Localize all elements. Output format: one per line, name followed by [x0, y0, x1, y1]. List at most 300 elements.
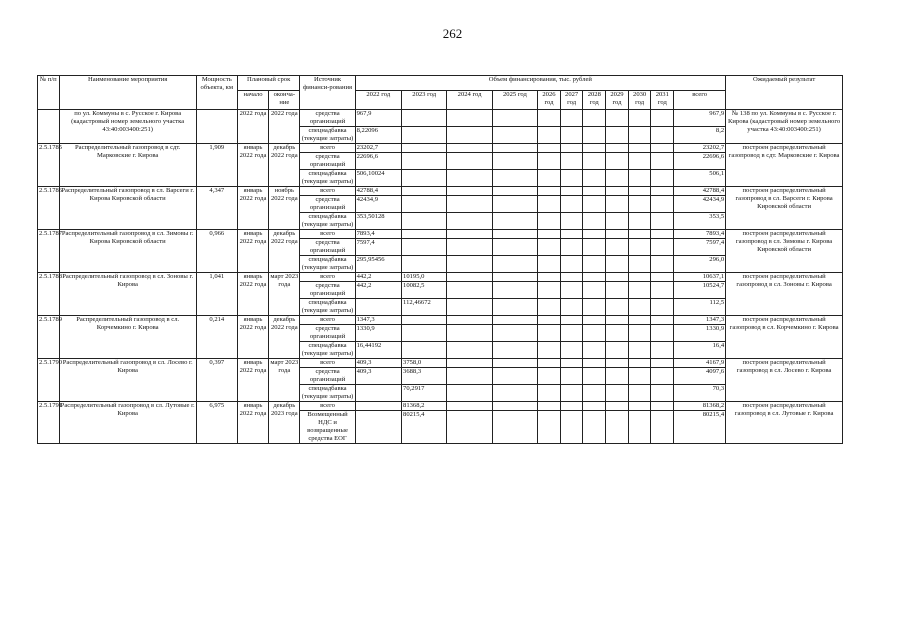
year-value: [560, 239, 583, 256]
funding-source: средства организаций: [300, 153, 355, 170]
year-value: [651, 153, 674, 170]
year-value: 506,10024: [355, 170, 401, 187]
year-value: [651, 411, 674, 444]
year-value: [492, 187, 537, 196]
year-value: [606, 239, 629, 256]
year-value: 409,3: [355, 368, 401, 385]
year-value: [492, 127, 537, 144]
term-end: декабрь 2023 года: [269, 402, 300, 444]
year-value: [538, 402, 561, 411]
year-value: [583, 110, 606, 127]
year-value: [651, 144, 674, 153]
year-value: [628, 196, 651, 213]
funding-source: спецнадбавка (текущие затраты): [301, 342, 354, 357]
year-value: 112,46672: [402, 299, 447, 316]
year-value: [583, 385, 606, 402]
year-value: [583, 127, 606, 144]
year-value: [492, 110, 537, 127]
year-value: [447, 213, 492, 230]
year-value: 967,9: [355, 110, 401, 127]
funding-source: всего: [300, 402, 355, 411]
year-value: [447, 256, 492, 273]
header-year: 2027 год: [560, 91, 583, 110]
year-value: [628, 127, 651, 144]
funding-source: всего: [300, 230, 355, 239]
year-value: [492, 368, 537, 385]
year-value: [651, 170, 674, 187]
header-year: 2022 год: [355, 91, 401, 110]
term-start: январь 2022 года: [237, 359, 268, 402]
table-row: [38, 230, 843, 239]
header-name: Наименование мероприятия: [59, 76, 196, 110]
year-value: [606, 256, 629, 273]
funding-source: средства организаций: [300, 110, 355, 127]
year-value: [651, 127, 674, 144]
year-value: [560, 230, 583, 239]
year-value: [583, 299, 606, 316]
year-value: [651, 342, 674, 359]
year-value: [560, 402, 583, 411]
year-value: [628, 153, 651, 170]
year-value: 442,2: [355, 273, 401, 282]
funding-source: средства организаций: [300, 196, 355, 213]
year-value: [447, 110, 492, 127]
year-value: [560, 342, 583, 359]
year-value: [560, 316, 583, 325]
year-value: 22696,6: [355, 153, 401, 170]
year-value: 81368,2: [402, 402, 447, 411]
total-value: 296,0: [674, 256, 726, 273]
year-value: [492, 153, 537, 170]
year-value: [606, 385, 629, 402]
year-value: [560, 213, 583, 230]
year-value: [560, 273, 583, 282]
term-end: март 2023 года: [269, 273, 300, 316]
term-end: ноябрь 2022 года: [269, 187, 300, 230]
year-value: [606, 411, 629, 444]
capacity-value: 0,397: [196, 359, 237, 402]
term-end: 2022 года: [269, 110, 300, 144]
page-number: 262: [442, 26, 463, 41]
year-value: [560, 368, 583, 385]
year-value: [447, 127, 492, 144]
funding-source: спецнадбавка (текущие затраты): [301, 256, 354, 271]
year-value: [538, 325, 561, 342]
year-value: 80215,4: [402, 411, 447, 444]
capacity-value: 0,214: [196, 316, 237, 359]
funding-source: Возмещенный НДС и возвращенные средства ЕОГ: [300, 411, 355, 444]
year-value: [538, 368, 561, 385]
year-value: [651, 385, 674, 402]
year-value: [583, 273, 606, 282]
year-value: [560, 170, 583, 187]
year-value: [560, 127, 583, 144]
year-value: [606, 153, 629, 170]
year-value: [538, 282, 561, 299]
year-value: [538, 256, 561, 273]
total-value: 23202,7: [674, 144, 726, 153]
capacity-value: [196, 110, 237, 144]
year-value: 3688,3: [402, 368, 447, 385]
year-value: [492, 402, 537, 411]
header-source: Источник финанси-рования: [300, 76, 355, 110]
funding-source: средства организаций: [300, 239, 355, 256]
capacity-value: 1,909: [196, 144, 237, 187]
total-value: 10637,1: [674, 273, 726, 282]
year-value: [538, 187, 561, 196]
year-value: [402, 230, 447, 239]
total-value: 4097,6: [674, 368, 726, 385]
year-value: [628, 342, 651, 359]
expected-result: построен распределительный газопровод в сл. Зимовы г. Кирова Кировской области: [726, 230, 843, 273]
year-value: [606, 127, 629, 144]
header-year: 2026 год: [538, 91, 561, 110]
total-value: 4167,9: [674, 359, 726, 368]
year-value: 16,44192: [355, 342, 401, 359]
year-value: [538, 411, 561, 444]
year-value: [651, 239, 674, 256]
year-value: [355, 402, 401, 411]
year-value: [651, 273, 674, 282]
year-value: [606, 213, 629, 230]
header-term-end: оконча-ние: [269, 91, 300, 110]
event-name: Распределительный газопровод в сдт. Марковские г. Кирова: [59, 144, 196, 187]
year-value: [492, 213, 537, 230]
year-value: [492, 316, 537, 325]
year-value: [628, 187, 651, 196]
year-value: [402, 196, 447, 213]
year-value: [583, 359, 606, 368]
row-number: [38, 110, 60, 144]
year-value: [606, 299, 629, 316]
year-value: 10082,5: [402, 282, 447, 299]
row-number: 2.5.1790: [38, 359, 60, 402]
year-value: [402, 127, 447, 144]
header-year: 2024 год: [447, 91, 492, 110]
funding-source: всего: [300, 359, 355, 368]
year-value: [583, 196, 606, 213]
year-value: [651, 256, 674, 273]
year-value: [560, 282, 583, 299]
year-value: [583, 325, 606, 342]
year-value: [492, 170, 537, 187]
total-value: 112,5: [674, 299, 726, 316]
year-value: [628, 144, 651, 153]
row-number: 2.5.1791: [38, 402, 60, 444]
table-row: [38, 273, 843, 282]
year-value: [628, 402, 651, 411]
header-year: 2029 год: [606, 91, 629, 110]
expected-result: построен распределительный газопровод в сл. Зоновы г. Кирова: [726, 273, 843, 316]
total-value: 22696,6: [674, 153, 726, 170]
year-value: 353,50128: [355, 213, 401, 230]
year-value: [628, 239, 651, 256]
year-value: [538, 299, 561, 316]
year-value: [447, 153, 492, 170]
funding-source: спецнадбавка (текущие затраты): [301, 299, 354, 314]
year-value: [583, 144, 606, 153]
year-value: [447, 196, 492, 213]
year-value: [402, 316, 447, 325]
year-value: [583, 213, 606, 230]
year-value: [538, 127, 561, 144]
year-value: [402, 110, 447, 127]
year-value: 7893,4: [355, 230, 401, 239]
year-value: [583, 282, 606, 299]
year-value: [492, 144, 537, 153]
year-value: [492, 256, 537, 273]
year-value: [583, 316, 606, 325]
year-value: [606, 230, 629, 239]
term-end: март 2023 года: [269, 359, 300, 402]
year-value: [492, 239, 537, 256]
header-term-start: начало: [237, 91, 268, 110]
year-value: [447, 187, 492, 196]
year-value: [628, 411, 651, 444]
year-value: [538, 385, 561, 402]
year-value: [402, 342, 447, 359]
capacity-value: 1,041: [196, 273, 237, 316]
total-value: 81368,2: [674, 402, 726, 411]
year-value: 10195,0: [402, 273, 447, 282]
year-value: [402, 256, 447, 273]
year-value: [560, 256, 583, 273]
year-value: [651, 196, 674, 213]
expected-result: построен распределительный газопровод в сл. Лутовые г. Кирова: [726, 402, 843, 444]
header-capacity: Мощность объекта, км: [196, 76, 237, 110]
year-value: [628, 368, 651, 385]
year-value: [651, 299, 674, 316]
table-row: [38, 187, 843, 196]
year-value: [538, 144, 561, 153]
year-value: [447, 411, 492, 444]
year-value: [560, 153, 583, 170]
year-value: [651, 325, 674, 342]
year-value: 42788,4: [355, 187, 401, 196]
year-value: [606, 144, 629, 153]
expected-result: построен распределительный газопровод в сл. Варсеги г. Кирова Кировской области: [726, 187, 843, 230]
year-value: [492, 196, 537, 213]
year-value: [606, 196, 629, 213]
year-value: [583, 402, 606, 411]
funding-source: всего: [300, 273, 355, 282]
year-value: [402, 239, 447, 256]
funding-source: средства организаций: [300, 282, 355, 299]
expected-result: построен распределительный газопровод в сл. Лосево г. Кирова: [726, 359, 843, 402]
term-start: январь 2022 года: [237, 273, 268, 316]
year-value: [583, 170, 606, 187]
table-row: [38, 359, 843, 368]
year-value: [538, 110, 561, 127]
year-value: [583, 256, 606, 273]
year-value: [402, 153, 447, 170]
year-value: [355, 299, 401, 316]
year-value: 1347,3: [355, 316, 401, 325]
year-value: [447, 273, 492, 282]
total-value: 10524,7: [674, 282, 726, 299]
total-value: 80215,4: [674, 411, 726, 444]
header-total: всего: [674, 91, 726, 110]
year-value: 70,2917: [402, 385, 447, 402]
year-value: [560, 299, 583, 316]
year-value: 8,22096: [355, 127, 401, 144]
year-value: 42434,9: [355, 196, 401, 213]
year-value: [560, 385, 583, 402]
year-value: [628, 385, 651, 402]
year-value: [538, 213, 561, 230]
year-value: [583, 230, 606, 239]
year-value: [606, 187, 629, 196]
year-value: [560, 411, 583, 444]
year-value: [606, 170, 629, 187]
year-value: [492, 359, 537, 368]
year-value: [492, 411, 537, 444]
funding-source: спецнадбавка (текущие затраты): [301, 170, 354, 185]
year-value: 3758,0: [402, 359, 447, 368]
term-start: январь 2022 года: [237, 316, 268, 359]
term-start: 2022 года: [237, 110, 268, 144]
funding-source: всего: [300, 144, 355, 153]
total-value: 8,2: [674, 127, 726, 144]
total-value: 70,3: [674, 385, 726, 402]
year-value: [583, 411, 606, 444]
year-value: [447, 170, 492, 187]
year-value: [628, 299, 651, 316]
year-value: [628, 316, 651, 325]
year-value: [628, 213, 651, 230]
row-number: 2.5.1786: [38, 187, 60, 230]
year-value: [628, 256, 651, 273]
year-value: [492, 230, 537, 239]
funding-source: средства организаций: [300, 325, 355, 342]
row-number: 2.5.1789: [38, 316, 60, 359]
year-value: 23202,7: [355, 144, 401, 153]
year-value: [447, 325, 492, 342]
year-value: [606, 368, 629, 385]
year-value: [560, 325, 583, 342]
year-value: [560, 187, 583, 196]
year-value: [606, 342, 629, 359]
year-value: [560, 196, 583, 213]
year-value: [447, 239, 492, 256]
year-value: [651, 110, 674, 127]
event-name: Распределительный газопровод в сл. Зимовы г. Кирова Кировской области: [59, 230, 196, 273]
capacity-value: 0,966: [196, 230, 237, 273]
year-value: [538, 316, 561, 325]
term-start: январь 2022 года: [237, 144, 268, 187]
year-value: [651, 402, 674, 411]
total-value: 506,1: [674, 170, 726, 187]
year-value: [628, 230, 651, 239]
year-value: [447, 282, 492, 299]
year-value: [651, 230, 674, 239]
row-number: 2.5.1788: [38, 273, 60, 316]
year-value: [538, 230, 561, 239]
year-value: [628, 359, 651, 368]
year-value: [628, 325, 651, 342]
table-body: [38, 110, 843, 444]
header-num: № п/п: [38, 76, 60, 110]
year-value: [606, 282, 629, 299]
term-start: январь 2022 года: [237, 187, 268, 230]
funding-source: всего: [300, 316, 355, 325]
table-row: [38, 144, 843, 153]
year-value: [651, 282, 674, 299]
year-value: [402, 213, 447, 230]
year-value: 7597,4: [355, 239, 401, 256]
funding-source: всего: [300, 187, 355, 196]
year-value: [651, 213, 674, 230]
year-value: [355, 385, 401, 402]
expected-result: построен распределительный газопровод в сдт. Марковские г. Кирова: [726, 144, 843, 187]
event-name: Распределительный газопровод в сл. Варсеги г. Кирова Кировской области: [59, 187, 196, 230]
year-value: [606, 402, 629, 411]
year-value: [628, 110, 651, 127]
total-value: 967,9: [674, 110, 726, 127]
year-value: [492, 385, 537, 402]
header-year: 2030 год: [628, 91, 651, 110]
header-result: Ожидаемый результат: [726, 76, 843, 110]
year-value: [606, 359, 629, 368]
year-value: 409,3: [355, 359, 401, 368]
header-year: 2028 год: [583, 91, 606, 110]
year-value: [628, 170, 651, 187]
year-value: [538, 239, 561, 256]
year-value: 295,95456: [355, 256, 401, 273]
header-year: 2025 год: [492, 91, 537, 110]
year-value: [538, 273, 561, 282]
term-end: декабрь 2022 года: [269, 316, 300, 359]
funding-source: спецнадбавка (текущие затраты): [301, 213, 354, 228]
expected-result: построен распределительный газопровод в сл. Корчемкино г. Кирова: [726, 316, 843, 359]
total-value: 7597,4: [674, 239, 726, 256]
funding-source: спецнадбавка (текущие затраты): [301, 127, 354, 142]
row-number: 2.5.1787: [38, 230, 60, 273]
total-value: 1330,9: [674, 325, 726, 342]
year-value: [402, 325, 447, 342]
table-row: [38, 316, 843, 325]
year-value: [447, 316, 492, 325]
funding-source: спецнадбавка (текущие затраты): [301, 385, 354, 400]
year-value: [560, 110, 583, 127]
year-value: [447, 299, 492, 316]
total-value: 42434,9: [674, 196, 726, 213]
table-row: [38, 402, 843, 411]
year-value: [492, 299, 537, 316]
year-value: 442,2: [355, 282, 401, 299]
event-name: по ул. Коммуны в с. Русское г. Кирова (кадастровый номер земельного участка 43:40:003400:251): [59, 110, 196, 144]
total-value: 7893,4: [674, 230, 726, 239]
year-value: [447, 359, 492, 368]
year-value: [447, 385, 492, 402]
financing-table: [37, 75, 843, 444]
row-number: 2.5.1785: [38, 144, 60, 187]
event-name: Распределительный газопровод в сл. Лутовые г. Кирова: [59, 402, 196, 444]
year-value: [402, 187, 447, 196]
term-start: январь 2022 года: [237, 230, 268, 273]
year-value: [538, 342, 561, 359]
year-value: [651, 368, 674, 385]
year-value: [447, 368, 492, 385]
event-name: Распределительный газопровод в сл. Лосево г. Кирова: [59, 359, 196, 402]
header-year: 2023 год: [402, 91, 447, 110]
year-value: [492, 325, 537, 342]
year-value: [492, 342, 537, 359]
year-value: [447, 342, 492, 359]
year-value: [583, 153, 606, 170]
header-term: Плановый срок: [237, 76, 300, 91]
year-value: [606, 110, 629, 127]
